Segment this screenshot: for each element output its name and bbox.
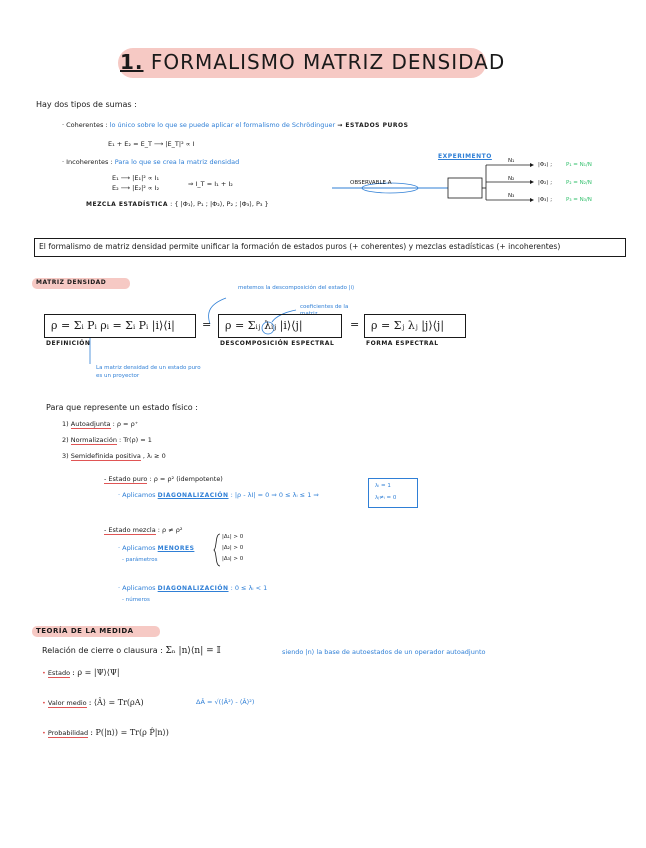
page-title bbox=[120, 50, 505, 74]
mixed-line bbox=[104, 526, 183, 534]
spectral-label: DESCOMPOSICIÓN ESPECTRAL bbox=[220, 340, 335, 347]
mix-set: : { |Φ₁⟩, P₁ ; |Φ₂⟩, P₂ ; |Φ₃⟩, P₃ } bbox=[170, 200, 269, 208]
mean-deviation: ΔÂ = √(⟨Â²⟩ - ⟨Â⟩²) bbox=[196, 698, 255, 706]
spectral-box bbox=[218, 314, 342, 338]
note-decomposition: metemos la descomposición del estado |i⟩ bbox=[238, 285, 355, 291]
state-line: • Estado : ρ = |Ψ⟩⟨Ψ| bbox=[42, 668, 120, 677]
definition-label: DEFINICIÓN bbox=[46, 340, 91, 347]
prob-label: Probabilidad bbox=[47, 729, 89, 737]
coherent-equation: E₁ + E₂ = E_T ⟶ |E_T|² ∝ I bbox=[108, 140, 195, 148]
condition-1-name: Autoadjunta bbox=[70, 420, 111, 428]
observable-box bbox=[448, 178, 482, 198]
mixed-value: : ρ ≠ ρ² bbox=[157, 526, 183, 534]
summary-box bbox=[34, 238, 626, 257]
spectral-form-label: FORMA ESPECTRAL bbox=[366, 340, 439, 347]
pure-method: DIAGONALIZACIÓN bbox=[157, 492, 229, 499]
mixed-apply: · Aplicamos bbox=[118, 544, 156, 552]
closure-line bbox=[42, 646, 221, 656]
branch-1-prob: P₁ = N₁/N bbox=[566, 162, 592, 168]
coherent-result: → ESTADOS PUROS bbox=[337, 122, 409, 129]
matrix-heading: MATRIZ DENSIDAD bbox=[36, 279, 107, 286]
minor-2: |Δ₂| > 0 bbox=[222, 545, 244, 551]
measure-heading: TEORÍA DE LA MEDIDA bbox=[36, 627, 134, 635]
title-text: FORMALISMO MATRIZ DENSIDAD bbox=[150, 50, 506, 74]
mixed-equation2: : 0 ≤ λᵢ < 1 bbox=[230, 584, 268, 592]
mixed-method: MENORES bbox=[157, 545, 195, 552]
spectral-formula: ρ = Σᵢⱼ λᵢⱼ |i⟩⟨j| bbox=[225, 319, 303, 332]
mean-equation: : ⟨Â⟩ = Tr(ρA) bbox=[88, 698, 144, 707]
condition-2 bbox=[62, 436, 152, 444]
note-coefficients: coeficientes de la matriz bbox=[300, 304, 349, 317]
branch-3-prob: P₃ = N₃/N bbox=[566, 197, 592, 203]
coherent-line bbox=[62, 121, 408, 129]
note-pure-projector: La matriz densidad de un estado puro es un proyector bbox=[96, 365, 201, 379]
state-equation: : ρ = |Ψ⟩⟨Ψ| bbox=[72, 668, 120, 677]
mixed-method2: DIAGONALIZACIÓN bbox=[157, 585, 229, 592]
pure-note-arrow bbox=[86, 336, 96, 368]
incoherent-eq1: E₁ ⟶ |E₁|² ∝ I₁ bbox=[112, 174, 160, 182]
incoherent-eq-result: ⇒ I_T = I₁ + I₂ bbox=[188, 180, 233, 188]
condition-1-num: 1) bbox=[62, 420, 69, 428]
state-label: Estado bbox=[47, 669, 71, 677]
equals-sign-1: = bbox=[202, 318, 212, 331]
observable-label: OBSERVABLE A bbox=[350, 180, 392, 186]
condition-1-value: : ρ = ρ⁺ bbox=[112, 420, 139, 428]
prob-equation: : P(|n⟩) = Tr(ρ P̂|n⟩) bbox=[90, 728, 169, 737]
incoherent-line bbox=[62, 158, 239, 166]
mean-label: Valor medio bbox=[47, 699, 87, 707]
incoherent-label: · Incoherentes : bbox=[62, 158, 113, 166]
condition-3 bbox=[62, 452, 166, 460]
intro-heading: Hay dos tipos de sumas : bbox=[36, 100, 137, 109]
conditions-heading: Para que represente un estado físico : bbox=[46, 403, 198, 412]
spectral-form-box bbox=[364, 314, 466, 338]
branch-3-count: N₃ bbox=[508, 193, 515, 199]
branch-1-state: |Φ₁⟩ ; bbox=[538, 162, 553, 168]
experiment-label: EXPERIMENTO bbox=[438, 153, 492, 160]
mixed-sub: - parámetros bbox=[122, 557, 158, 563]
pure-apply-line bbox=[118, 491, 319, 499]
branch-3-state: |Φ₃⟩ ; bbox=[538, 197, 553, 203]
mean-line: • Valor medio : ⟨Â⟩ = Tr(ρA) bbox=[42, 698, 144, 707]
minor-3: |Δ₃| > 0 bbox=[222, 556, 244, 562]
minors-brace bbox=[212, 532, 222, 568]
pure-result-2: λⱼ≠ᵢ = 0 bbox=[375, 495, 397, 501]
spectral-form-formula: ρ = Σⱼ λⱼ |j⟩⟨j| bbox=[371, 319, 445, 332]
mixed-apply2-line bbox=[118, 584, 267, 592]
branch-1-count: N₁ bbox=[508, 158, 515, 164]
pure-line bbox=[104, 475, 223, 483]
closure-note: siendo |n⟩ la base de autoestados de un operador autoadjunto bbox=[282, 648, 486, 656]
condition-2-name: Normalización bbox=[70, 436, 117, 444]
pure-apply: · Aplicamos bbox=[118, 491, 156, 499]
pure-value: : ρ = ρ² (idempotente) bbox=[149, 475, 223, 483]
prob-line: • Probabilidad : P(|n⟩) = Tr(ρ P̂|n⟩) bbox=[42, 728, 169, 737]
minor-1: |Δ₁| > 0 bbox=[222, 534, 244, 540]
pure-equation: : |ρ - λI| = 0 ⇒ 0 ≤ λᵢ ≤ 1 ⇒ bbox=[230, 491, 319, 499]
pure-label: - Estado puro bbox=[104, 475, 148, 483]
pure-result-1: λᵢ = 1 bbox=[375, 483, 391, 489]
coherent-label: · Coherentes : bbox=[62, 121, 108, 129]
definition-box bbox=[44, 314, 196, 338]
incoherent-text: Para lo que se crea la matriz densidad bbox=[114, 158, 240, 166]
closure-equation: Σₙ |n⟩⟨n| = 𝕀 bbox=[165, 646, 221, 656]
mixed-apply-line bbox=[118, 544, 194, 552]
mixed-label: - Estado mezcla bbox=[104, 526, 156, 534]
mixed-sub2: - números bbox=[122, 597, 150, 603]
closure-label: Relación de cierre o clausura : bbox=[42, 646, 163, 655]
condition-3-value: , λᵢ ≥ 0 bbox=[142, 452, 166, 460]
branch-2-prob: P₂ = N₂/N bbox=[566, 180, 592, 186]
summary-text: El formalismo de matriz densidad permite unificar la formación de estados puros (+ coherentes) y mezclas estadísticas (+ incoherentes) bbox=[39, 242, 561, 251]
condition-3-num: 3) bbox=[62, 452, 69, 460]
mix-line bbox=[86, 200, 269, 208]
equals-sign-2: = bbox=[350, 318, 360, 331]
branch-2-count: N₂ bbox=[508, 176, 515, 182]
pure-result-box bbox=[368, 478, 418, 508]
branch-2-state: |Φ₂⟩ ; bbox=[538, 180, 553, 186]
condition-2-num: 2) bbox=[62, 436, 69, 444]
condition-2-value: : Tr(ρ) = 1 bbox=[119, 436, 152, 444]
coherent-text: lo único sobre lo que se puede aplicar el formalismo de Schrödinguer bbox=[109, 121, 336, 129]
mix-label: MEZCLA ESTADÍSTICA bbox=[86, 201, 168, 208]
incoherent-eq2: E₂ ⟶ |E₂|² ∝ I₂ bbox=[112, 184, 160, 192]
condition-3-name: Semidefinida positiva bbox=[70, 452, 141, 460]
condition-1 bbox=[62, 420, 138, 428]
definition-formula: ρ = Σᵢ Pᵢ ρᵢ = Σᵢ Pᵢ |i⟩⟨i| bbox=[51, 319, 175, 332]
mixed-apply2: · Aplicamos bbox=[118, 584, 156, 592]
title-number: 1. bbox=[120, 50, 144, 74]
